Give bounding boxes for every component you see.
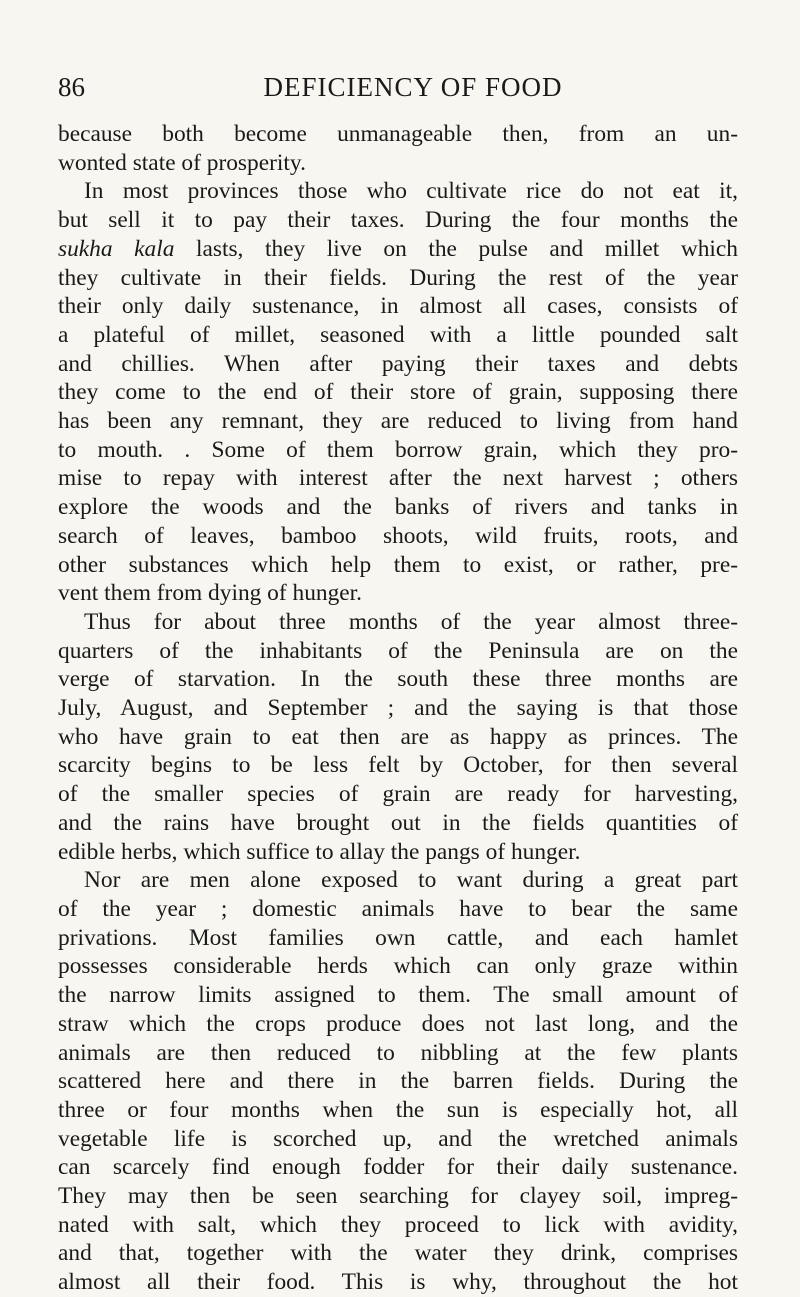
text-line: scattered here and there in the barren fields. During the (58, 1068, 738, 1095)
body-text (58, 120, 738, 1297)
text-line (58, 235, 738, 264)
text-line: who have grain to eat then are as happy as princes. The (58, 723, 738, 750)
page-header (58, 72, 738, 112)
paragraph-3 (58, 608, 738, 866)
text-line: wonted state of prosperity. (58, 149, 306, 176)
text-line: possesses considerable herds which can only graze within (58, 953, 738, 980)
text-line: animals are then reduced to nibbling at the few plants (58, 1039, 738, 1066)
text-line: In most provinces those who cultivate rice do not eat it, (84, 178, 738, 205)
text-line: July, August, and September ; and the saying is that those (58, 695, 738, 722)
paragraph-2 (58, 177, 738, 608)
text-line: but sell it to pay their taxes. During the four months the (58, 207, 738, 234)
page-number: 86 (58, 72, 85, 102)
text-line: explore the woods and the banks of rivers and tanks in (58, 494, 738, 521)
text-line: vent them from dying of hunger. (58, 580, 363, 607)
text-line: the narrow limits assigned to them. The small amount of (58, 982, 738, 1009)
text-line: They may then be seen searching for clayey soil, impreg- (58, 1183, 738, 1210)
text-line: can scarcely find enough fodder for their daily sustenance. (58, 1154, 738, 1181)
text-line: edible herbs, which suffice to allay the pangs of hunger. (58, 838, 581, 865)
running-head: DEFICIENCY OF FOOD (263, 72, 563, 102)
text-line: verge of starvation. In the south these three months are (58, 666, 738, 693)
text-line: of the year ; domestic animals have to bear the same (58, 895, 738, 922)
text-fragment: lasts, they live on the pulse and millet which (195, 235, 738, 262)
paragraph-1 (58, 120, 738, 177)
text-line: privations. Most families own cattle, and each hamlet (58, 924, 738, 951)
text-line: and chillies. When after paying their taxes and debts (58, 350, 738, 377)
text-line: Nor are men alone exposed to want during a great part (84, 867, 738, 894)
text-line: and that, together with the water they drink, comprises (58, 1240, 738, 1267)
text-line: they cultivate in their fields. During the rest of the year (58, 264, 738, 291)
paragraph-4 (58, 866, 738, 1297)
text-line: and the rains have brought out in the fields quantities of (58, 809, 738, 836)
text-line: because both become unmanageable then, from an un- (58, 121, 738, 147)
text-line: three or four months when the sun is especially hot, all (58, 1096, 738, 1123)
text-line: search of leaves, bamboo shoots, wild fruits, roots, and (58, 522, 738, 549)
text-line: almost all their food. This is why, throughout the hot (58, 1269, 738, 1296)
text-line: of the smaller species of grain are ready for harvesting, (58, 781, 738, 808)
text-line: to mouth. . Some of them borrow grain, which they pro- (58, 436, 738, 463)
text-line: quarters of the inhabitants of the Peninsula are on the (58, 637, 738, 664)
text-line: their only daily sustenance, in almost all cases, consists of (58, 293, 738, 320)
text-line: a plateful of millet, seasoned with a little pounded salt (58, 321, 738, 348)
text-line: they come to the end of their store of grain, supposing there (58, 379, 738, 406)
italic-term: sukha kala (58, 235, 175, 262)
text-line: scarcity begins to be less felt by October, for then several (58, 752, 738, 779)
text-line: other substances which help them to exist, or rather, pre- (58, 551, 738, 578)
text-line: straw which the crops produce does not last long, and the (58, 1010, 738, 1037)
text-line: nated with salt, which they proceed to lick with avidity, (58, 1211, 738, 1238)
text-line: vegetable life is scorched up, and the wretched animals (58, 1125, 738, 1152)
text-line: mise to repay with interest after the next harvest ; others (58, 465, 738, 492)
text-line: has been any remnant, they are reduced to living from hand (58, 408, 738, 435)
text-line: Thus for about three months of the year almost three- (84, 608, 738, 635)
